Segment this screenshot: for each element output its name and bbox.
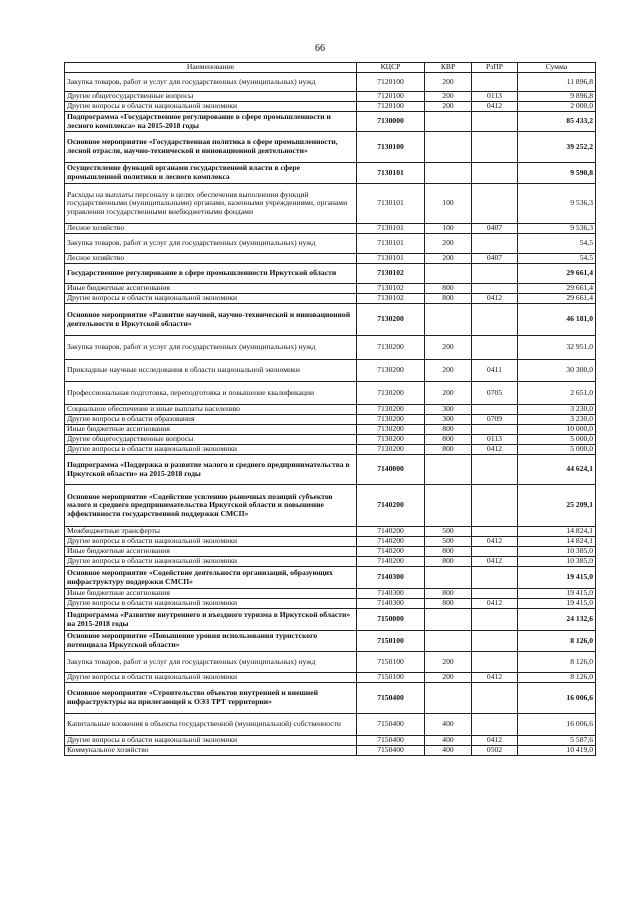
row-sum: 2 000,0 — [518, 102, 596, 112]
table-row — [65, 405, 596, 415]
row-rzpr — [472, 425, 518, 435]
row-kcsr: 7140200 — [357, 527, 425, 537]
row-rzpr — [472, 163, 518, 184]
row-kcsr: 7140200 — [357, 485, 425, 527]
row-kcsr: 7130101 — [357, 254, 425, 264]
row-kcsr: 7120100 — [357, 73, 425, 92]
row-sum: 8 126,0 — [518, 673, 596, 683]
table-row — [65, 683, 596, 714]
row-kcsr: 7140300 — [357, 599, 425, 609]
row-rzpr — [472, 527, 518, 537]
row-name: Подпрограмма «Поддержка и развитие малого и среднего предпринимательства в Иркутской области» на 2015-2018 годы — [65, 455, 357, 485]
row-rzpr: 0412 — [472, 736, 518, 746]
table-row — [65, 736, 596, 746]
table-row — [65, 73, 596, 92]
row-kvr: 400 — [425, 714, 472, 736]
budget-table — [64, 62, 596, 756]
table-row — [65, 284, 596, 294]
row-sum: 19 415,0 — [518, 567, 596, 589]
row-kvr — [425, 112, 472, 132]
row-rzpr: 0709 — [472, 415, 518, 425]
row-name: Иные бюджетные ассигнования — [65, 589, 357, 599]
row-kvr — [425, 683, 472, 714]
row-name: Основное мероприятие «Содействие деятельности организаций, образующих инфраструктуру поддержки СМСП» — [65, 567, 357, 589]
row-rzpr: 0412 — [472, 537, 518, 547]
row-rzpr — [472, 405, 518, 415]
row-name: Другие вопросы в области образования — [65, 415, 357, 425]
row-kcsr: 7130200 — [357, 382, 425, 405]
table-row — [65, 527, 596, 537]
row-kvr: 800 — [425, 547, 472, 557]
row-sum: 29 661,4 — [518, 284, 596, 294]
row-sum: 54,5 — [518, 254, 596, 264]
row-name: Другие вопросы в области национальной экономики — [65, 599, 357, 609]
table-row — [65, 112, 596, 132]
row-sum: 5 000,0 — [518, 445, 596, 455]
row-kcsr: 7130200 — [357, 360, 425, 382]
column-header-kvr: КВР — [425, 63, 472, 73]
row-name: Государственное регулирование в сфере промышленности Иркутской области — [65, 264, 357, 284]
table-row — [65, 224, 596, 234]
table-row — [65, 537, 596, 547]
row-kvr: 200 — [425, 73, 472, 92]
row-rzpr: 0412 — [472, 294, 518, 304]
table-row — [65, 589, 596, 599]
row-kvr: 200 — [425, 360, 472, 382]
row-kcsr: 7130101 — [357, 234, 425, 254]
row-name: Иные бюджетные ассигнования — [65, 547, 357, 557]
row-name: Основное мероприятие «Повышение уровня использования туристского потенциала Иркутской области» — [65, 631, 357, 652]
table-row — [65, 445, 596, 455]
row-sum: 8 126,0 — [518, 631, 596, 652]
row-name: Осуществление функций органами государственной власти в сфере промышленной политики и лесного комплекса — [65, 163, 357, 184]
row-kvr: 200 — [425, 652, 472, 673]
page-number: 66 — [315, 43, 325, 54]
row-name: Другие вопросы в области национальной экономики — [65, 102, 357, 112]
row-rzpr: 0412 — [472, 102, 518, 112]
row-sum: 9 536,3 — [518, 224, 596, 234]
row-name: Лесное хозяйство — [65, 254, 357, 264]
row-rzpr — [472, 714, 518, 736]
row-rzpr: 0705 — [472, 382, 518, 405]
row-name: Основное мероприятие «Развитие научной, научно-технической и инновационной деятельности в Иркутской области» — [65, 304, 357, 336]
table-row — [65, 360, 596, 382]
row-rzpr — [472, 264, 518, 284]
row-name: Социальное обеспечение и иные выплаты населению — [65, 405, 357, 415]
row-kvr: 500 — [425, 537, 472, 547]
table-row — [65, 102, 596, 112]
row-kcsr: 7150100 — [357, 652, 425, 673]
row-sum: 24 132,6 — [518, 609, 596, 631]
row-rzpr: 0411 — [472, 360, 518, 382]
table-row — [65, 567, 596, 589]
row-name: Другие вопросы в области национальной экономики — [65, 557, 357, 567]
row-sum: 29 661,4 — [518, 264, 596, 284]
row-sum: 10 419,0 — [518, 746, 596, 756]
row-name: Основное мероприятие «Государственная политика в сфере промышленности, лесной отрасли, научно-технической и инновационной деятельности» — [65, 132, 357, 163]
row-rzpr: 0412 — [472, 599, 518, 609]
table-row — [65, 631, 596, 652]
row-sum: 44 624,1 — [518, 455, 596, 485]
table-row — [65, 557, 596, 567]
row-kvr: 200 — [425, 234, 472, 254]
row-kcsr: 7140200 — [357, 547, 425, 557]
table-row — [65, 714, 596, 736]
row-rzpr — [472, 132, 518, 163]
table-row — [65, 304, 596, 336]
row-name: Другие вопросы в области национальной экономики — [65, 294, 357, 304]
row-kvr — [425, 132, 472, 163]
row-sum: 29 661,4 — [518, 294, 596, 304]
row-kvr: 200 — [425, 336, 472, 360]
row-kcsr: 7140000 — [357, 455, 425, 485]
table-row — [65, 673, 596, 683]
row-name: Межбюджетные трансферты — [65, 527, 357, 537]
row-kcsr: 7150100 — [357, 631, 425, 652]
row-rzpr: 0412 — [472, 445, 518, 455]
row-sum: 19 415,0 — [518, 589, 596, 599]
row-rzpr — [472, 73, 518, 92]
row-kcsr: 7130200 — [357, 304, 425, 336]
table-row — [65, 382, 596, 405]
row-kvr: 100 — [425, 184, 472, 224]
table-row — [65, 425, 596, 435]
row-sum: 85 433,2 — [518, 112, 596, 132]
row-name: Основное мероприятие «Содействие усилению рыночных позиций субъектов малого и среднего предпринимательства Иркутской области и повышение эффективности государственной поддержки СМСП» — [65, 485, 357, 527]
column-header-name: Наименование — [65, 63, 357, 73]
row-kvr — [425, 304, 472, 336]
table-row — [65, 132, 596, 163]
table-row — [65, 234, 596, 254]
table-row — [65, 455, 596, 485]
row-sum: 30 300,0 — [518, 360, 596, 382]
row-kvr — [425, 631, 472, 652]
row-kcsr: 7130100 — [357, 132, 425, 163]
row-name: Прикладные научные исследования в области национальной экономики — [65, 360, 357, 382]
row-sum: 5 000,0 — [518, 435, 596, 445]
row-kcsr: 7150400 — [357, 746, 425, 756]
table-row — [65, 92, 596, 102]
row-rzpr — [472, 184, 518, 224]
row-rzpr — [472, 284, 518, 294]
row-sum: 25 209,1 — [518, 485, 596, 527]
row-sum: 3 230,0 — [518, 415, 596, 425]
column-header-rzpr: РзПР — [472, 63, 518, 73]
row-sum: 9 896,8 — [518, 92, 596, 102]
row-kcsr: 7150400 — [357, 714, 425, 736]
row-rzpr — [472, 683, 518, 714]
row-sum: 11 896,8 — [518, 73, 596, 92]
row-rzpr: 0407 — [472, 254, 518, 264]
row-sum: 5 587,6 — [518, 736, 596, 746]
row-rzpr — [472, 234, 518, 254]
row-sum: 54,5 — [518, 234, 596, 254]
table-row — [65, 264, 596, 284]
row-kvr: 400 — [425, 746, 472, 756]
row-name: Другие вопросы в области национальной экономики — [65, 736, 357, 746]
row-sum: 14 824,1 — [518, 537, 596, 547]
row-kvr: 800 — [425, 445, 472, 455]
table-row — [65, 415, 596, 425]
row-kcsr: 7140200 — [357, 557, 425, 567]
table-body — [65, 73, 596, 756]
row-rzpr: 0407 — [472, 224, 518, 234]
row-name: Иные бюджетные ассигнования — [65, 284, 357, 294]
row-kvr: 300 — [425, 415, 472, 425]
row-kcsr: 7120100 — [357, 92, 425, 102]
row-kvr: 800 — [425, 589, 472, 599]
row-rzpr — [472, 547, 518, 557]
row-name: Закупка товаров, работ и услуг для государственных (муниципальных) нужд — [65, 336, 357, 360]
row-sum: 19 415,0 — [518, 599, 596, 609]
table-row — [65, 599, 596, 609]
column-header-sum: Сумма — [518, 63, 596, 73]
row-kcsr: 7130102 — [357, 264, 425, 284]
row-kvr: 200 — [425, 254, 472, 264]
row-name: Другие вопросы в области национальной экономики — [65, 537, 357, 547]
table-row — [65, 746, 596, 756]
row-sum: 3 230,0 — [518, 405, 596, 415]
row-name: Другие общегосударственные вопросы — [65, 92, 357, 102]
row-kcsr: 7120100 — [357, 102, 425, 112]
row-name: Коммунальное хозяйство — [65, 746, 357, 756]
table-row — [65, 184, 596, 224]
row-name: Другие общегосударственные вопросы — [65, 435, 357, 445]
row-kvr: 200 — [425, 673, 472, 683]
row-rzpr — [472, 485, 518, 527]
row-rzpr: 0412 — [472, 557, 518, 567]
row-kvr — [425, 567, 472, 589]
row-sum: 16 006,6 — [518, 714, 596, 736]
row-sum: 16 006,6 — [518, 683, 596, 714]
row-kcsr: 7140300 — [357, 589, 425, 599]
table-row — [65, 336, 596, 360]
row-sum: 10 385,0 — [518, 547, 596, 557]
row-name: Иные бюджетные ассигнования — [65, 425, 357, 435]
row-sum: 9 536,3 — [518, 184, 596, 224]
row-kcsr: 7130000 — [357, 112, 425, 132]
row-rzpr: 0113 — [472, 92, 518, 102]
table-row — [65, 294, 596, 304]
row-name: Капитальные вложения в объекты государственной (муниципальной) собственности — [65, 714, 357, 736]
row-kvr — [425, 163, 472, 184]
row-kvr: 100 — [425, 224, 472, 234]
table-row — [65, 485, 596, 527]
row-kcsr: 7130102 — [357, 294, 425, 304]
row-kvr — [425, 455, 472, 485]
table-row — [65, 609, 596, 631]
row-rzpr — [472, 589, 518, 599]
row-rzpr — [472, 567, 518, 589]
row-kvr: 300 — [425, 405, 472, 415]
row-kcsr: 7130200 — [357, 425, 425, 435]
row-rzpr: 0412 — [472, 673, 518, 683]
row-rzpr — [472, 336, 518, 360]
row-kcsr: 7140200 — [357, 537, 425, 547]
row-kcsr: 7130200 — [357, 405, 425, 415]
row-kvr: 200 — [425, 102, 472, 112]
row-kvr — [425, 485, 472, 527]
row-rzpr — [472, 609, 518, 631]
row-kcsr: 7130200 — [357, 445, 425, 455]
row-kvr: 800 — [425, 294, 472, 304]
row-rzpr — [472, 455, 518, 485]
column-header-kcsr: КЦСР — [357, 63, 425, 73]
row-rzpr — [472, 631, 518, 652]
row-name: Подпрограмма «Развитие внутреннего и въездного туризма в Иркутской области» на 2015-2018 годы — [65, 609, 357, 631]
row-sum: 10 000,0 — [518, 425, 596, 435]
row-kcsr: 7130101 — [357, 163, 425, 184]
row-name: Другие вопросы в области национальной экономики — [65, 673, 357, 683]
row-kcsr: 7130101 — [357, 184, 425, 224]
row-rzpr: 0502 — [472, 746, 518, 756]
row-name: Профессиональная подготовка, переподготовка и повышение квалификации — [65, 382, 357, 405]
row-kcsr: 7130200 — [357, 336, 425, 360]
row-kvr: 800 — [425, 599, 472, 609]
row-kvr: 800 — [425, 425, 472, 435]
row-kvr: 200 — [425, 92, 472, 102]
row-sum: 39 252,2 — [518, 132, 596, 163]
table-header-row — [65, 63, 596, 73]
row-kcsr: 7130102 — [357, 284, 425, 294]
row-sum: 32 951,0 — [518, 336, 596, 360]
row-name: Подпрограмма «Государственное регулирование в сфере промышленности и лесного комплекса» на 2015-2018 годы — [65, 112, 357, 132]
row-kvr: 800 — [425, 435, 472, 445]
row-kcsr: 7130200 — [357, 435, 425, 445]
row-rzpr — [472, 112, 518, 132]
row-rzpr — [472, 652, 518, 673]
row-kcsr: 7150000 — [357, 609, 425, 631]
row-kvr: 800 — [425, 557, 472, 567]
row-sum: 2 651,0 — [518, 382, 596, 405]
table-row — [65, 254, 596, 264]
row-name: Другие вопросы в области национальной экономики — [65, 445, 357, 455]
row-kcsr: 7130101 — [357, 224, 425, 234]
row-sum: 8 126,0 — [518, 652, 596, 673]
row-kvr: 500 — [425, 527, 472, 537]
row-kvr: 400 — [425, 736, 472, 746]
row-rzpr — [472, 304, 518, 336]
row-rzpr: 0113 — [472, 435, 518, 445]
row-name: Лесное хозяйство — [65, 224, 357, 234]
row-name: Основное мероприятие «Строительство объектов внутренней и внешней инфраструктуры на прилегающей к ОЭЗ ТРТ территории» — [65, 683, 357, 714]
row-name: Расходы на выплаты персоналу в целях обеспечения выполнения функций государственными (муниципальными) органами, казенными учреждениями, органами управления государственными внебюджетными фондами — [65, 184, 357, 224]
row-kcsr: 7150100 — [357, 673, 425, 683]
row-kvr: 200 — [425, 382, 472, 405]
row-kvr: 800 — [425, 284, 472, 294]
row-name: Закупка товаров, работ и услуг для государственных (муниципальных) нужд — [65, 652, 357, 673]
row-kvr — [425, 264, 472, 284]
table-row — [65, 435, 596, 445]
row-kcsr: 7150400 — [357, 683, 425, 714]
row-kcsr: 7130200 — [357, 415, 425, 425]
row-name: Закупка товаров, работ и услуг для государственных (муниципальных) нужд — [65, 234, 357, 254]
table-row — [65, 547, 596, 557]
row-sum: 9 590,8 — [518, 163, 596, 184]
row-kcsr: 7140300 — [357, 567, 425, 589]
row-name: Закупка товаров, работ и услуг для государственных (муниципальных) нужд — [65, 73, 357, 92]
row-sum: 10 385,0 — [518, 557, 596, 567]
row-sum: 14 824,1 — [518, 527, 596, 537]
table-row — [65, 652, 596, 673]
row-kcsr: 7150400 — [357, 736, 425, 746]
table-row — [65, 163, 596, 184]
row-sum: 46 181,0 — [518, 304, 596, 336]
row-kvr — [425, 609, 472, 631]
